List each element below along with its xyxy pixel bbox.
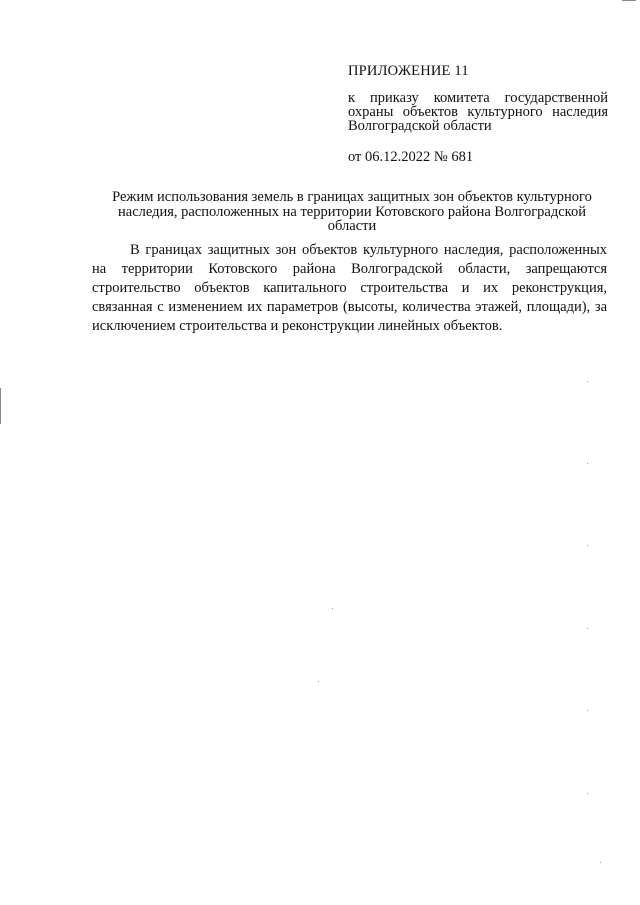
scan-speck — [587, 381, 588, 382]
document-body-paragraph: В границах защитных зон объектов культурного наследия, расположенных на территории Котовского района Волгоградской области, запрещаются строительство объектов капитального строительства и их реконструкция, связанная с изменением их параметров (высоты, количества этажей, площади), за исключением строительства и реконструкции линейных объектов. — [92, 242, 607, 334]
scan-speck — [332, 608, 333, 609]
scan-speck — [587, 793, 588, 794]
scan-speck — [587, 463, 588, 464]
scan-speck — [587, 710, 588, 711]
appendix-title: ПРИЛОЖЕНИЕ 11 — [348, 63, 469, 79]
scan-speck — [600, 862, 601, 863]
scan-speck — [318, 681, 319, 682]
appendix-date-line: от 06.12.2022 № 681 — [348, 149, 474, 165]
appendix-header — [348, 62, 608, 166]
scan-speck — [587, 545, 588, 546]
document-title: Режим использования земель в границах защитных зон объектов культурного наследия, расположенных на территории Котовского района Волгоградской области — [112, 189, 592, 234]
scan-edge-mark — [0, 388, 1, 424]
scan-corner-mark — [622, 0, 636, 1]
appendix-reference: к приказу комитета государственной охраны объектов культурного наследия Волгоградской области — [348, 90, 608, 134]
scan-speck — [587, 628, 588, 629]
